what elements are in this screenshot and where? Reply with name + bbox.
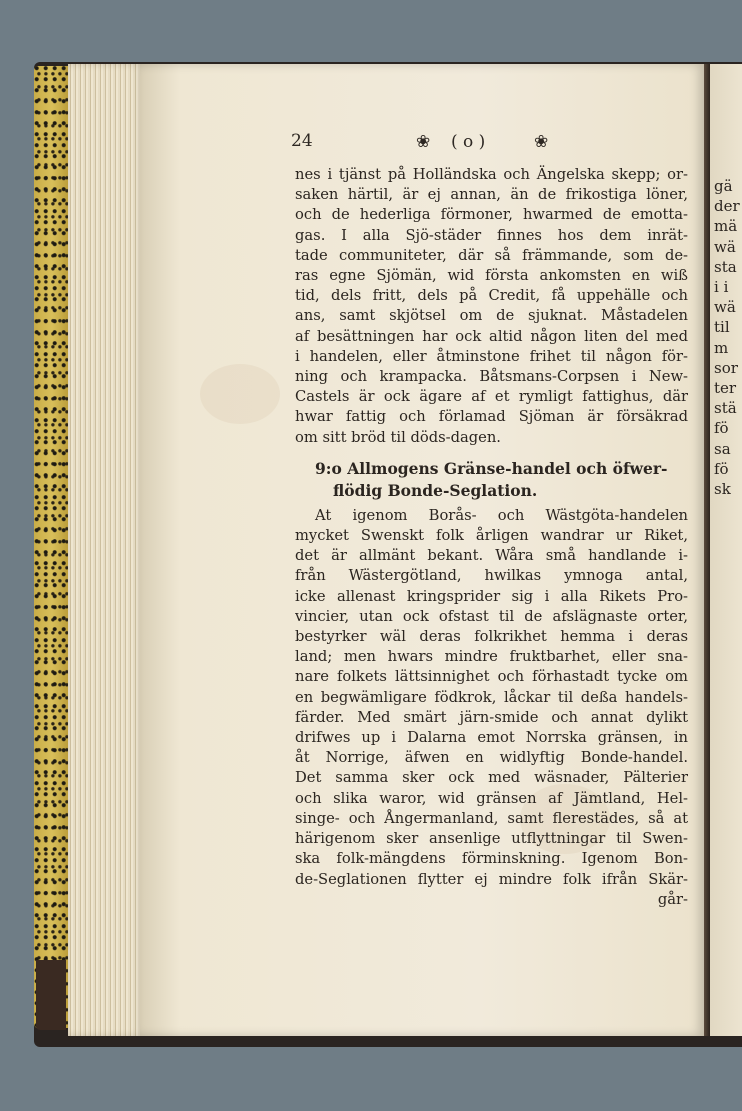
text-line: icke allenast kringsprider sig i alla Rikets Pro- <box>295 587 688 605</box>
text-line: åt Norrige, äfwen en widlyftig Bonde-handel. <box>295 749 688 767</box>
text-line: i handelen, eller åtminstone frihet til någon för- <box>295 347 688 365</box>
fleuron-left-icon: ❀ <box>416 132 431 152</box>
text-line: drifwes up i Dalarna emot Norrska gränsen, in <box>295 729 688 747</box>
text-line: af besättningen har ock altid någon liten del med <box>295 327 688 345</box>
text-line: ska folk-mängdens förminskning. Igenom Bon- <box>295 850 688 868</box>
text-line: gas. I alla Sjö-städer finnes hos dem inrät- <box>295 226 688 244</box>
text-line: tid, dels fritt, dels på Credit, få uppehälle och <box>295 287 688 305</box>
running-head <box>291 131 691 157</box>
text-line: och slika waror, wid gränsen af Jämtland, Hel- <box>295 789 688 807</box>
page-edges <box>68 64 144 1036</box>
text-line: härigenom sker ansenlige utflyttningar til Swen- <box>295 830 688 848</box>
leather-spine-edge <box>36 960 66 1030</box>
text-line: ras egne Sjömän, wid första ankomsten en wiß <box>295 267 688 285</box>
page-number: 24 <box>291 131 313 151</box>
text-line: om sitt bröd til döds-dagen. <box>295 428 501 446</box>
text-line: tade communiteter, där så främmande, som de- <box>295 246 688 264</box>
paper-stain <box>200 364 280 424</box>
text-line: singe- och Ångermanland, samt flerestädes, så at <box>295 809 688 827</box>
text-line: det är allmänt bekant. Wåra små handlande i- <box>295 547 688 565</box>
text-line: At igenom Borås- och Wästgöta-handelen <box>315 506 688 524</box>
text-line: ans, samt skjötsel om de sjuknat. Måstadelen <box>295 307 688 325</box>
marbled-cover-board <box>34 66 70 1028</box>
section-heading-line-2: flödig Bonde-Seglation. <box>333 480 538 500</box>
header-center-mark: ( o ) <box>451 132 486 152</box>
fleuron-right-icon: ❀ <box>534 132 549 152</box>
text-line: från Wästergötland, hwilkas ymnoga antal, <box>295 567 688 585</box>
section-heading-line-1: 9:o Allmogens Gränse-handel och öfwer- <box>315 458 668 478</box>
text-line: nes i tjänst på Holländska och Ängelska skepp; or- <box>295 166 688 183</box>
text-line: saken härtil, är ej annan, än de frikostiga löner, <box>295 186 688 204</box>
body-text <box>295 165 688 910</box>
text-line: vincier, utan ock ofstast til de afslägnaste orter, <box>295 607 688 625</box>
text-line: Det samma sker ock med wäsnader, Pälterier <box>295 769 688 787</box>
paragraph-1 <box>295 165 688 448</box>
catchword: går- <box>657 890 688 908</box>
text-line: land; men hwars mindre fruktbarhet, eller sna- <box>295 648 688 666</box>
text-line: och de hederliga förmoner, hwarmed de emotta- <box>295 206 688 224</box>
paragraph-2 <box>295 506 688 890</box>
text-line: Castels är ock ägare af et rymligt fattighus, där <box>295 388 688 406</box>
text-line: de-Seglationen flytter ej mindre folk ifrån Skär- <box>295 870 688 888</box>
facing-page-text: gä der mä wä sta i i wä til m sor ter stä fö sa fö sk <box>714 177 740 499</box>
text-line: hwar fattig och förlamad Sjöman är försäkrad <box>295 408 688 426</box>
text-line: mycket Swenskt folk årligen wandrar ur Riket, <box>295 527 688 545</box>
text-line: nare folkets lättsinnighet och förhastadt tycke om <box>295 668 688 686</box>
text-line: en begwämligare födkrok, låckar til deßa handels- <box>295 688 688 706</box>
text-line: färder. Med smärt järn-smide och annat dylikt <box>295 708 688 726</box>
text-line: ning och krampacka. Båtsmans-Corpsen i New- <box>295 368 688 386</box>
text-line: bestyrker wäl deras folkrikhet hemma i deras <box>295 628 688 646</box>
